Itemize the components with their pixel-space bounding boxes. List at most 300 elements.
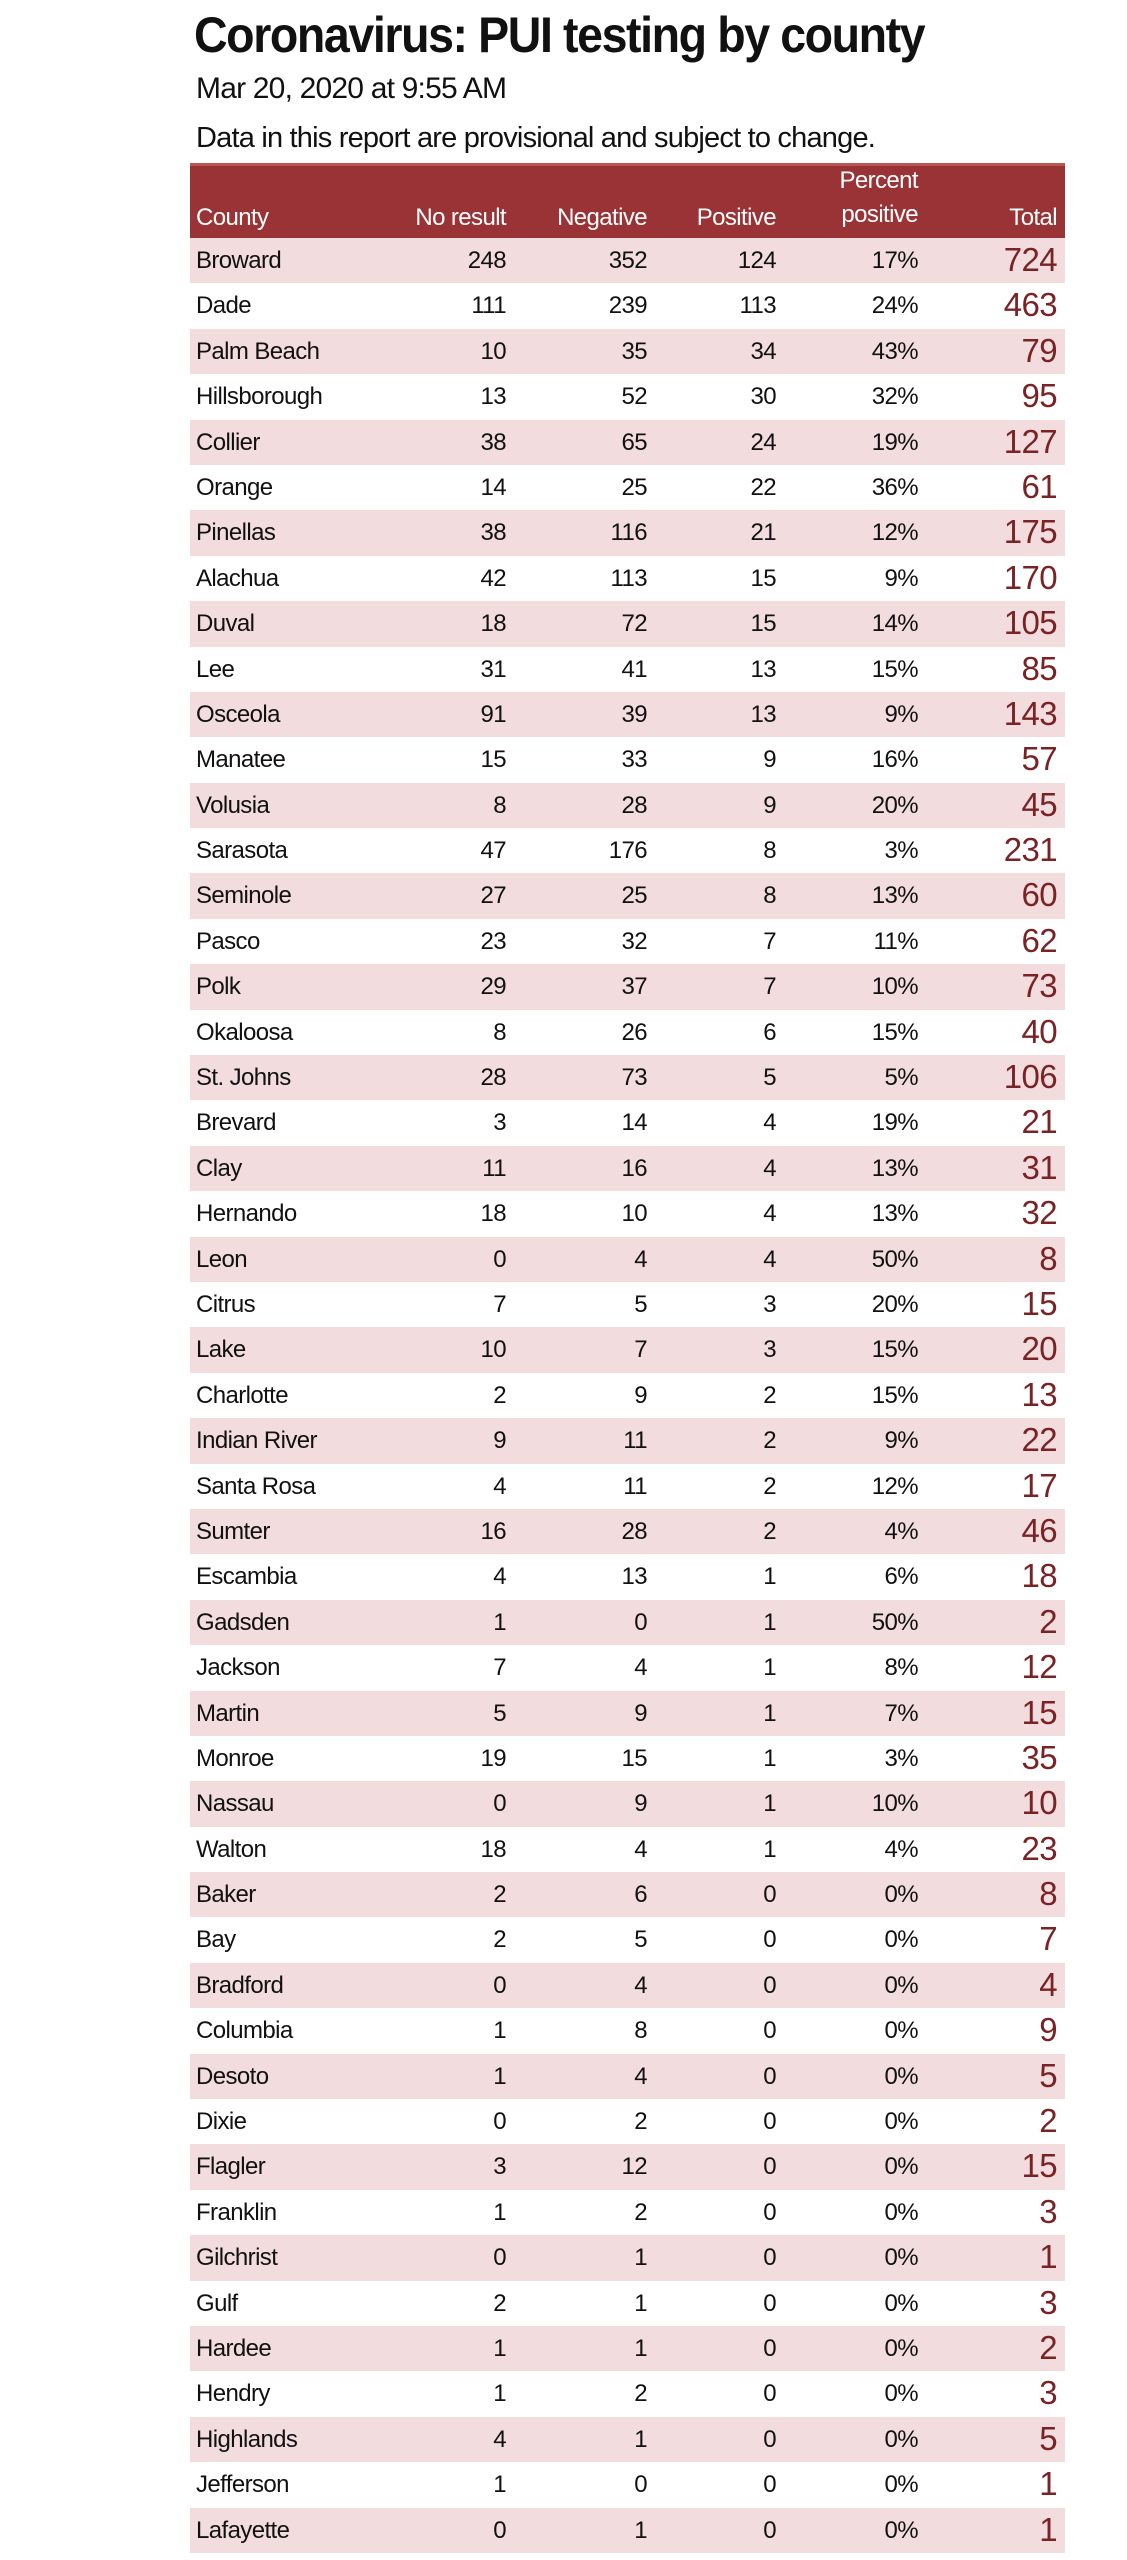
- cell-positive: 22: [750, 473, 776, 501]
- cell-total: 15: [1021, 1284, 1057, 1322]
- cell-negative: 1: [634, 2244, 647, 2272]
- cell-total: 85: [1021, 649, 1057, 687]
- cell-county: Lake: [196, 1336, 246, 1364]
- cell-negative: 5: [634, 1290, 647, 1318]
- cell-percent-positive: 8%: [884, 1654, 918, 1682]
- cell-total: 61: [1021, 467, 1057, 505]
- cell-total: 17: [1021, 1466, 1057, 1504]
- cell-no-result: 29: [480, 973, 506, 1001]
- cell-no-result: 42: [480, 564, 506, 592]
- table-row: [190, 2417, 1065, 2462]
- cell-no-result: 4: [493, 1472, 506, 1500]
- cell-no-result: 0: [493, 1971, 506, 1999]
- cell-county: Desoto: [196, 2062, 269, 2090]
- cell-total: 57: [1021, 740, 1057, 778]
- cell-negative: 176: [608, 837, 647, 865]
- table-row: [190, 2508, 1065, 2553]
- cell-no-result: 2: [493, 1926, 506, 1954]
- table-row: [190, 919, 1065, 964]
- header-positive: Positive: [696, 204, 776, 231]
- cell-positive: 13: [750, 700, 776, 728]
- report-date: Mar 20, 2020 at 9:55 AM: [196, 72, 507, 105]
- cell-positive: 3: [763, 1290, 776, 1318]
- cell-negative: 11: [623, 1472, 647, 1500]
- cell-negative: 72: [621, 610, 647, 638]
- cell-no-result: 1: [493, 2017, 506, 2045]
- cell-positive: 2: [763, 1427, 776, 1455]
- cell-percent-positive: 16%: [871, 746, 918, 774]
- cell-no-result: 18: [480, 610, 506, 638]
- cell-negative: 116: [610, 519, 647, 547]
- cell-no-result: 111: [471, 292, 506, 320]
- table-row: [190, 1872, 1065, 1917]
- cell-no-result: 31: [480, 655, 506, 683]
- header-no-result: No result: [415, 204, 506, 231]
- table-row: [190, 1781, 1065, 1826]
- cell-percent-positive: 9%: [884, 700, 918, 728]
- cell-positive: 0: [763, 2289, 776, 2317]
- cell-percent-positive: 10%: [871, 973, 918, 1001]
- cell-total: 12: [1021, 1648, 1057, 1686]
- cell-total: 2: [1039, 2102, 1057, 2140]
- table-row: [190, 1191, 1065, 1236]
- cell-no-result: 248: [467, 247, 506, 274]
- cell-percent-positive: 0%: [884, 2108, 918, 2136]
- header-negative: Negative: [557, 204, 647, 231]
- cell-county: Clay: [196, 1154, 242, 1182]
- cell-negative: 25: [621, 882, 647, 910]
- cell-county: Dade: [196, 292, 251, 320]
- cell-county: Gulf: [196, 2289, 238, 2317]
- cell-total: 4: [1039, 1965, 1057, 2003]
- table-row: [190, 2235, 1065, 2280]
- cell-total: 18: [1021, 1557, 1057, 1595]
- table-row: [190, 1418, 1065, 1463]
- cell-percent-positive: 10%: [871, 1790, 918, 1818]
- cell-no-result: 23: [480, 927, 506, 955]
- table-row: [190, 1146, 1065, 1191]
- cell-negative: 13: [621, 1563, 647, 1591]
- cell-no-result: 1: [493, 2334, 506, 2362]
- cell-county: Walton: [196, 1835, 267, 1863]
- cell-total: 106: [1003, 1058, 1057, 1096]
- cell-percent-positive: 24%: [871, 292, 918, 320]
- cell-percent-positive: 0%: [884, 2017, 918, 2045]
- table-row: [190, 873, 1065, 918]
- table-row: [190, 1736, 1065, 1781]
- cell-percent-positive: 0%: [884, 2334, 918, 2362]
- report-title: Coronavirus: PUI testing by county: [194, 7, 925, 63]
- cell-negative: 52: [621, 383, 647, 411]
- cell-no-result: 10: [480, 337, 506, 365]
- cell-negative: 2: [634, 2198, 647, 2226]
- table-row: [190, 1327, 1065, 1372]
- cell-positive: 1: [763, 1699, 776, 1727]
- cell-negative: 35: [621, 337, 647, 365]
- cell-negative: 28: [621, 1517, 647, 1545]
- cell-positive: 1: [763, 1744, 776, 1772]
- cell-total: 1: [1039, 2465, 1057, 2503]
- cell-negative: 9: [634, 1790, 647, 1818]
- cell-county: Escambia: [196, 1563, 297, 1591]
- cell-percent-positive: 3%: [884, 837, 918, 865]
- table-row: [190, 1010, 1065, 1055]
- cell-total: 10: [1021, 1784, 1057, 1822]
- cell-percent-positive: 15%: [871, 1336, 918, 1364]
- cell-negative: 9: [634, 1381, 647, 1409]
- cell-percent-positive: 36%: [871, 473, 918, 501]
- cell-positive: 7: [763, 927, 776, 955]
- cell-total: 8: [1039, 1239, 1057, 1277]
- cell-negative: 1: [634, 2334, 647, 2362]
- cell-negative: 33: [621, 746, 647, 774]
- cell-negative: 7: [634, 1336, 647, 1364]
- header-percent-positive: [839, 164, 918, 232]
- cell-percent-positive: 15%: [871, 1381, 918, 1409]
- cell-positive: 4: [763, 1109, 776, 1137]
- cell-no-result: 4: [493, 2425, 506, 2453]
- cell-percent-positive: 7%: [884, 1699, 918, 1727]
- cell-no-result: 18: [480, 1835, 506, 1863]
- cell-total: 9: [1039, 2011, 1057, 2049]
- cell-percent-positive: 19%: [871, 428, 918, 456]
- cell-county: Hardee: [196, 2334, 272, 2362]
- cell-no-result: 38: [480, 428, 506, 456]
- table-row: [190, 1827, 1065, 1872]
- cell-negative: 352: [608, 247, 647, 274]
- cell-positive: 0: [763, 2425, 776, 2453]
- cell-total: 35: [1021, 1738, 1057, 1776]
- cell-county: Bay: [196, 1926, 236, 1954]
- cell-positive: 0: [763, 2244, 776, 2272]
- cell-total: 20: [1021, 1330, 1057, 1368]
- cell-no-result: 3: [493, 2153, 506, 2181]
- cell-negative: 39: [621, 700, 647, 728]
- cell-total: 127: [1003, 422, 1057, 460]
- cell-percent-positive: 17%: [871, 247, 918, 274]
- cell-county: Manatee: [196, 746, 286, 774]
- cell-negative: 1: [634, 2425, 647, 2453]
- cell-county: Pasco: [196, 927, 260, 955]
- cell-county: Monroe: [196, 1744, 274, 1772]
- cell-negative: 9: [634, 1699, 647, 1727]
- cell-total: 2: [1039, 2328, 1057, 2366]
- cell-no-result: 9: [493, 1427, 506, 1455]
- cell-negative: 2: [634, 2108, 647, 2136]
- cell-total: 95: [1021, 377, 1057, 415]
- cell-total: 5: [1039, 2419, 1057, 2457]
- provisional-note: Data in this report are provisional and subject to change.: [196, 122, 876, 154]
- cell-percent-positive: 20%: [871, 1290, 918, 1318]
- cell-negative: 12: [621, 2153, 647, 2181]
- cell-percent-positive: 4%: [884, 1835, 918, 1863]
- table-row: [190, 238, 1065, 283]
- cell-county: Hendry: [196, 2380, 270, 2408]
- table-row: [190, 783, 1065, 828]
- cell-total: 3: [1039, 2192, 1057, 2230]
- cell-percent-positive: 0%: [884, 2153, 918, 2181]
- table-row: [190, 1373, 1065, 1418]
- cell-positive: 7: [763, 973, 776, 1001]
- cell-positive: 1: [763, 1563, 776, 1591]
- cell-negative: 113: [610, 564, 647, 592]
- cell-positive: 30: [750, 383, 776, 411]
- cell-percent-positive: 13%: [871, 882, 918, 910]
- cell-total: 15: [1021, 2147, 1057, 2185]
- cell-total: 1: [1039, 2238, 1057, 2276]
- table-row: [190, 1554, 1065, 1599]
- cell-county: Hernando: [196, 1200, 297, 1228]
- cell-positive: 9: [763, 791, 776, 819]
- cell-county: Duval: [196, 610, 255, 638]
- table-row: [190, 2054, 1065, 2099]
- cell-total: 5: [1039, 2056, 1057, 2094]
- cell-total: 724: [1003, 241, 1057, 278]
- table-row: [190, 1691, 1065, 1736]
- cell-negative: 4: [634, 1971, 647, 1999]
- cell-positive: 2: [763, 1472, 776, 1500]
- cell-positive: 0: [763, 2062, 776, 2090]
- cell-percent-positive: 0%: [884, 2380, 918, 2408]
- cell-no-result: 91: [480, 700, 506, 728]
- cell-county: Nassau: [196, 1790, 274, 1818]
- cell-county: Lee: [196, 655, 235, 683]
- table-row: [190, 2190, 1065, 2235]
- cell-no-result: 1: [493, 2380, 506, 2408]
- cell-total: 31: [1021, 1148, 1057, 1186]
- cell-positive: 1: [763, 1608, 776, 1636]
- cell-no-result: 0: [493, 1245, 506, 1273]
- cell-positive: 1: [763, 1790, 776, 1818]
- cell-county: Polk: [196, 973, 241, 1001]
- cell-positive: 8: [763, 837, 776, 865]
- cell-county: Orange: [196, 473, 273, 501]
- cell-total: 3: [1039, 2283, 1057, 2321]
- cell-total: 46: [1021, 1511, 1057, 1549]
- cell-county: Alachua: [196, 564, 279, 592]
- cell-negative: 11: [623, 1427, 647, 1455]
- cell-percent-positive: 20%: [871, 791, 918, 819]
- cell-total: 40: [1021, 1012, 1057, 1050]
- cell-negative: 32: [621, 927, 647, 955]
- cell-positive: 2: [763, 1517, 776, 1545]
- cell-total: 143: [1003, 694, 1057, 732]
- cell-no-result: 18: [480, 1200, 506, 1228]
- table-row: [190, 828, 1065, 873]
- cell-percent-positive: 11%: [873, 927, 918, 955]
- cell-no-result: 11: [482, 1154, 506, 1182]
- header-county: County: [196, 204, 269, 231]
- cell-county: Gadsden: [196, 1608, 290, 1636]
- table-row: [190, 1600, 1065, 1645]
- header-total: Total: [1009, 204, 1057, 231]
- cell-positive: 6: [763, 1018, 776, 1046]
- cell-percent-positive: 15%: [871, 655, 918, 683]
- table-row: [190, 1100, 1065, 1145]
- cell-no-result: 1: [493, 2471, 506, 2499]
- cell-negative: 239: [608, 292, 647, 320]
- table-row: [190, 420, 1065, 465]
- cell-no-result: 2: [493, 1881, 506, 1909]
- cell-county: St. Johns: [196, 1064, 291, 1092]
- cell-no-result: 2: [493, 1381, 506, 1409]
- cell-no-result: 27: [480, 882, 506, 910]
- cell-percent-positive: 5%: [884, 1064, 918, 1092]
- table-row: [190, 1509, 1065, 1554]
- cell-percent-positive: 0%: [884, 2198, 918, 2226]
- table-row: [190, 283, 1065, 328]
- cell-county: Palm Beach: [196, 337, 320, 365]
- cell-county: Brevard: [196, 1109, 276, 1137]
- cell-no-result: 13: [480, 383, 506, 411]
- table-row: [190, 510, 1065, 555]
- cell-percent-positive: 0%: [884, 2425, 918, 2453]
- cell-negative: 8: [634, 2017, 647, 2045]
- cell-positive: 4: [763, 1200, 776, 1228]
- cell-county: Leon: [196, 1245, 247, 1273]
- cell-percent-positive: 0%: [884, 2062, 918, 2090]
- table-row: [190, 1282, 1065, 1327]
- cell-no-result: 19: [480, 1744, 506, 1772]
- cell-total: 170: [1003, 558, 1057, 596]
- cell-county: Okaloosa: [196, 1018, 293, 1046]
- cell-no-result: 0: [493, 2516, 506, 2544]
- cell-percent-positive: 0%: [884, 1881, 918, 1909]
- cell-negative: 16: [621, 1154, 647, 1182]
- table-row: [190, 1917, 1065, 1962]
- cell-percent-positive: 13%: [871, 1200, 918, 1228]
- table-row: [190, 556, 1065, 601]
- cell-percent-positive: 13%: [871, 1154, 918, 1182]
- table-row: [190, 465, 1065, 510]
- cell-total: 105: [1003, 604, 1057, 642]
- cell-no-result: 10: [480, 1336, 506, 1364]
- table-row: [190, 1464, 1065, 1509]
- cell-county: Jefferson: [196, 2471, 289, 2499]
- cell-negative: 14: [621, 1109, 647, 1137]
- cell-total: 32: [1021, 1194, 1057, 1232]
- cell-total: 15: [1021, 1693, 1057, 1731]
- table-row: [190, 647, 1065, 692]
- table-row: [190, 1237, 1065, 1282]
- cell-percent-positive: 15%: [871, 1018, 918, 1046]
- cell-percent-positive: 6%: [884, 1563, 918, 1591]
- cell-percent-positive: 0%: [884, 1926, 918, 1954]
- cell-percent-positive: 50%: [871, 1608, 918, 1636]
- header-percent-line2: positive: [841, 201, 918, 228]
- cell-no-result: 0: [493, 2108, 506, 2136]
- cell-negative: 26: [621, 1018, 647, 1046]
- cell-no-result: 38: [480, 519, 506, 547]
- cell-total: 463: [1003, 286, 1057, 324]
- cell-negative: 73: [621, 1064, 647, 1092]
- cell-percent-positive: 0%: [884, 2289, 918, 2317]
- cell-negative: 1: [634, 2289, 647, 2317]
- cell-county: Pinellas: [196, 519, 276, 547]
- cell-total: 2: [1039, 1602, 1057, 1640]
- table-header: [190, 163, 1065, 238]
- cell-positive: 0: [763, 1881, 776, 1909]
- cell-negative: 4: [634, 1654, 647, 1682]
- cell-negative: 28: [621, 791, 647, 819]
- cell-total: 60: [1021, 876, 1057, 914]
- cell-no-result: 5: [493, 1699, 506, 1727]
- table-row: [190, 1055, 1065, 1100]
- table-row: [190, 964, 1065, 1009]
- cell-county: Volusia: [196, 791, 270, 819]
- cell-negative: 4: [634, 2062, 647, 2090]
- cell-percent-positive: 0%: [884, 1971, 918, 1999]
- cell-percent-positive: 43%: [871, 337, 918, 365]
- cell-negative: 0: [634, 2471, 647, 2499]
- cell-total: 1: [1039, 2510, 1057, 2548]
- cell-positive: 113: [739, 292, 776, 320]
- table-row: [190, 692, 1065, 737]
- table-row: [190, 2281, 1065, 2326]
- cell-positive: 2: [763, 1381, 776, 1409]
- cell-county: Hillsborough: [196, 383, 323, 411]
- cell-negative: 15: [621, 1744, 647, 1772]
- cell-negative: 6: [634, 1881, 647, 1909]
- cell-positive: 21: [750, 519, 776, 547]
- cell-total: 45: [1021, 785, 1057, 823]
- cell-positive: 0: [763, 2334, 776, 2362]
- cell-county: Bradford: [196, 1971, 284, 1999]
- cell-positive: 0: [763, 2017, 776, 2045]
- cell-no-result: 1: [493, 1608, 506, 1636]
- cell-positive: 0: [763, 2153, 776, 2181]
- cell-no-result: 0: [493, 1790, 506, 1818]
- cell-positive: 4: [763, 1154, 776, 1182]
- cell-no-result: 7: [493, 1654, 506, 1682]
- cell-no-result: 3: [493, 1109, 506, 1137]
- table-row: [190, 737, 1065, 782]
- cell-county: Sumter: [196, 1517, 270, 1545]
- cell-county: Osceola: [196, 700, 280, 728]
- cell-total: 8: [1039, 1875, 1057, 1913]
- cell-county: Charlotte: [196, 1381, 288, 1409]
- cell-negative: 2: [634, 2380, 647, 2408]
- cell-county: Lafayette: [196, 2516, 290, 2544]
- cell-percent-positive: 32%: [871, 383, 918, 411]
- cell-percent-positive: 0%: [884, 2471, 918, 2499]
- cell-no-result: 15: [480, 746, 506, 774]
- cell-negative: 4: [634, 1245, 647, 1273]
- cell-percent-positive: 9%: [884, 564, 918, 592]
- cell-positive: 13: [750, 655, 776, 683]
- cell-no-result: 0: [493, 2244, 506, 2272]
- cell-positive: 1: [763, 1654, 776, 1682]
- cell-total: 13: [1021, 1375, 1057, 1413]
- cell-negative: 5: [634, 1926, 647, 1954]
- cell-county: Flagler: [196, 2153, 266, 2181]
- cell-county: Collier: [196, 428, 260, 456]
- cell-county: Highlands: [196, 2425, 298, 2453]
- cell-negative: 4: [634, 1835, 647, 1863]
- cell-county: Broward: [196, 247, 282, 274]
- cell-total: 22: [1021, 1421, 1057, 1459]
- cell-negative: 0: [634, 1608, 647, 1636]
- table-row: [190, 2144, 1065, 2189]
- cell-negative: 10: [621, 1200, 647, 1228]
- cell-county: Columbia: [196, 2017, 293, 2045]
- table-row: [190, 2008, 1065, 2053]
- cell-county: Dixie: [196, 2108, 247, 2136]
- cell-percent-positive: 14%: [871, 610, 918, 638]
- cell-negative: 65: [621, 428, 647, 456]
- table-row: [190, 601, 1065, 646]
- cell-percent-positive: 9%: [884, 1427, 918, 1455]
